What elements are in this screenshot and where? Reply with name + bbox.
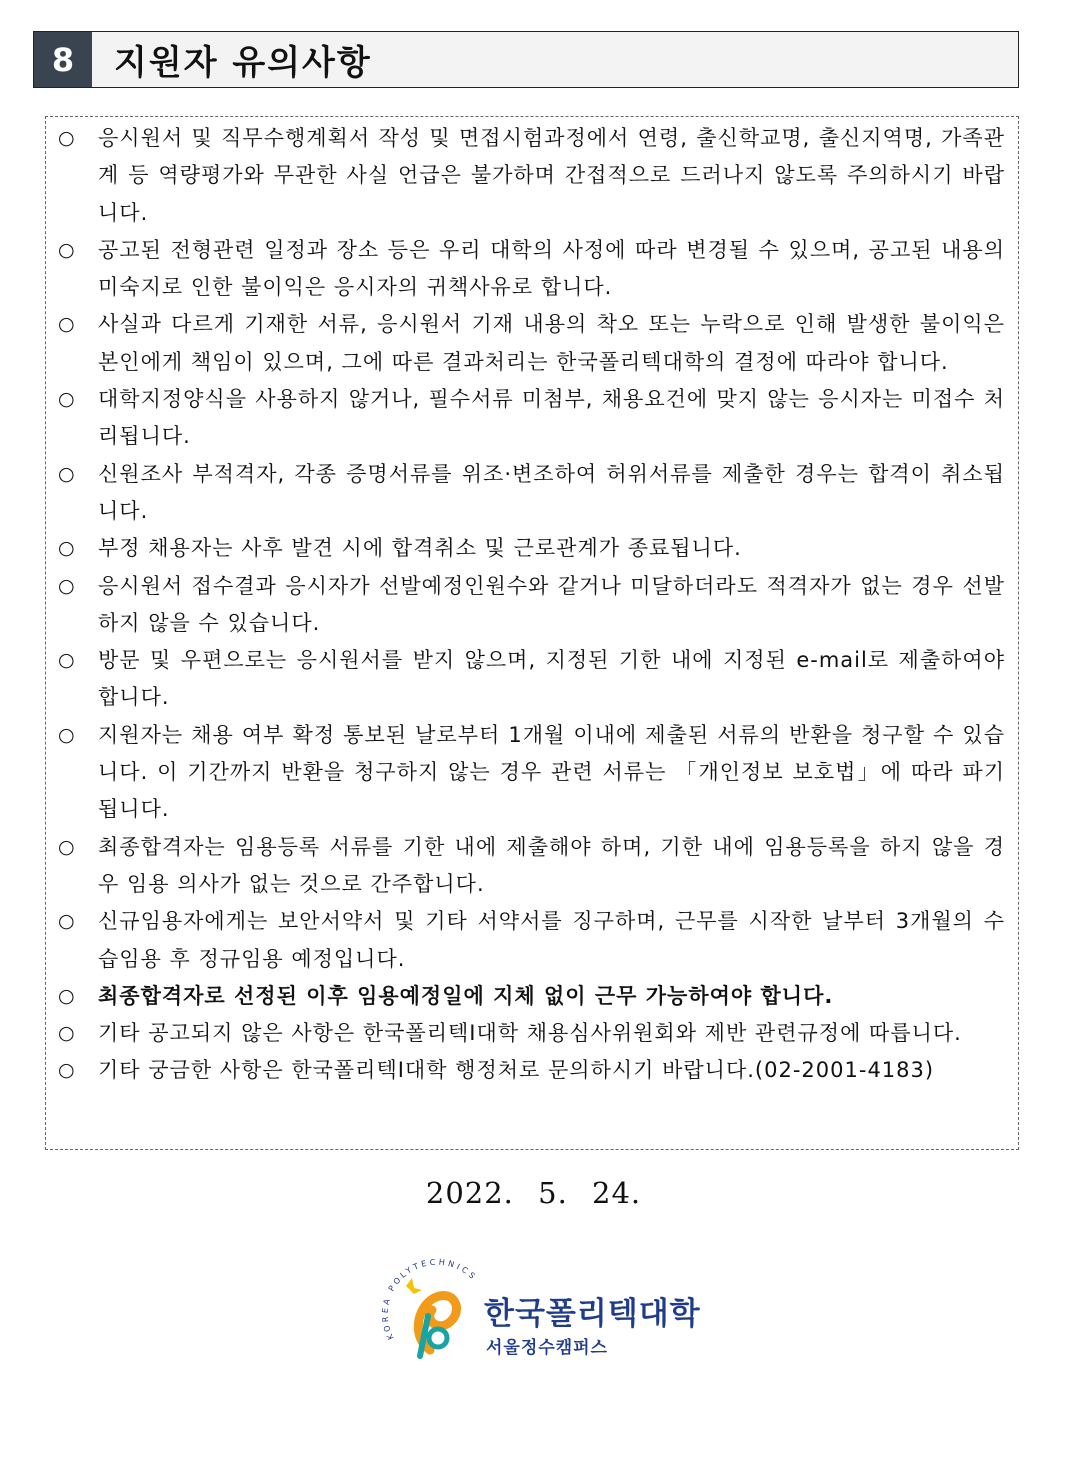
bullet-icon: ○ [58,388,76,411]
notice-text: 부정 채용자는 사후 발견 시에 합격취소 및 근로관계가 종료됩니다. [98,536,742,561]
notice-item [56,456,1005,531]
bullet-icon: ○ [58,238,76,261]
bullet-icon: ○ [58,313,76,336]
bullet-icon: ○ [58,1059,76,1082]
notice-item [56,120,1005,232]
document-date: 2022. 5. 24. [425,1176,642,1210]
notice-text: 신원조사 부적격자, 각종 증명서류를 위조·변조하여 허위서류를 제출한 경우는 합격이 취소됩니다. [98,461,1005,523]
notice-text: 응시원서 및 직무수행계획서 작성 및 면접시험과정에서 연령, 출신학교명, 출신지역명, 가족관계 등 역량평가와 무관한 사실 언급은 불가하며 간접적으로 드러나지 않도록 주의하시기 바랍니다. [98,126,1005,225]
notice-item [56,642,1005,717]
notice-item [56,903,1005,978]
polytechnics-emblem-icon [372,1238,492,1363]
notice-text: 사실과 다르게 기재한 서류, 응시원서 기재 내용의 착오 또는 누락으로 인해 발생한 불이익은 본인에게 책임이 있으며, 그에 따른 결과처리는 한국폴리텍대학의 결정에 따라야 합니다. [98,312,1005,374]
notice-item [56,306,1005,381]
bullet-icon: ○ [58,835,76,858]
bullet-icon: ○ [58,462,76,485]
notice-text: 응시원서 접수결과 응시자가 선발예정인원수와 같거나 미달하더라도 적격자가 없는 경우 선발하지 않을 수 있습니다. [98,573,1005,635]
bullet-icon: ○ [58,910,76,933]
bullet-icon: ○ [58,649,76,672]
section-number: 8 [34,32,92,87]
notice-text: 지원자는 채용 여부 확정 통보된 날로부터 1개월 이내에 제출된 서류의 반환을 청구할 수 있습니다. 이 기간까지 반환을 청구하지 않는 경우 관련 서류는 「개인정보 보호법」에 따라 파기됩니다. [98,722,1005,822]
notice-item [56,568,1005,643]
bullet-icon: ○ [58,984,76,1007]
section-header [33,31,1019,88]
emblem-dot [429,1329,447,1347]
bullet-icon: ○ [58,1022,76,1045]
notice-item [56,232,1005,307]
college-logo [372,1238,702,1368]
notice-text: 대학지정양식을 사용하지 않거나, 필수서류 미첨부, 채용요건에 맞지 않는 응시자는 미접수 처리됩니다. [98,387,1005,449]
notice-text: 신규임용자에게는 보안서약서 및 기타 서약서를 징구하며, 근무를 시작한 날부터 3개월의 수습임용 후 정규임용 예정입니다. [98,909,1005,971]
notice-text: 공고된 전형관련 일정과 장소 등은 우리 대학의 사정에 따라 변경될 수 있으며, 공고된 내용의 미숙지로 인한 불이익은 응시자의 귀책사유로 합니다. [98,237,1005,300]
logo-campus: 서울정수캠퍼스 [486,1338,608,1358]
bullet-icon: ○ [58,537,76,560]
notice-item [56,381,1005,456]
bullet-icon: ○ [58,574,76,597]
section-title: 지원자 유의사항 [114,43,372,83]
notice-text: 방문 및 우편으로는 응시원서를 받지 않으며, 지정된 기한 내에 지정된 e-mail로 제출하여야 합니다. [98,648,1005,710]
notice-item [56,530,1005,567]
notice-text: 최종합격자로 선정된 이후 임용예정일에 지체 없이 근무 가능하여야 합니다. [98,983,834,1008]
notice-text: 기타 공고되지 않은 사항은 한국폴리텍Ⅰ대학 채용심사위원회와 제반 관련규정에 따릅니다. [98,1021,962,1046]
notice-list [45,116,1019,1150]
notice-item [56,717,1005,829]
notice-item [56,1015,1005,1052]
notice-text: 기타 궁금한 사항은 한국폴리텍Ⅰ대학 행정처로 문의하시기 바랍니다.(02-2001-4183) [98,1058,935,1083]
ring-text: KOREA POLYTECHNICS [380,1257,479,1342]
logo-name: 한국폴리텍대학 [484,1296,701,1332]
bullet-icon: ○ [58,723,76,746]
notice-item-emphasis [56,978,1005,1015]
notice-text: 최종합격자는 임용등록 서류를 기한 내에 제출해야 하며, 기한 내에 임용등록을 하지 않을 경우 임용 의사가 없는 것으로 간주합니다. [98,834,1005,896]
notice-item [56,1052,1005,1089]
emblem-star [406,1278,422,1294]
notice-item [56,829,1005,904]
bullet-icon: ○ [58,127,76,149]
